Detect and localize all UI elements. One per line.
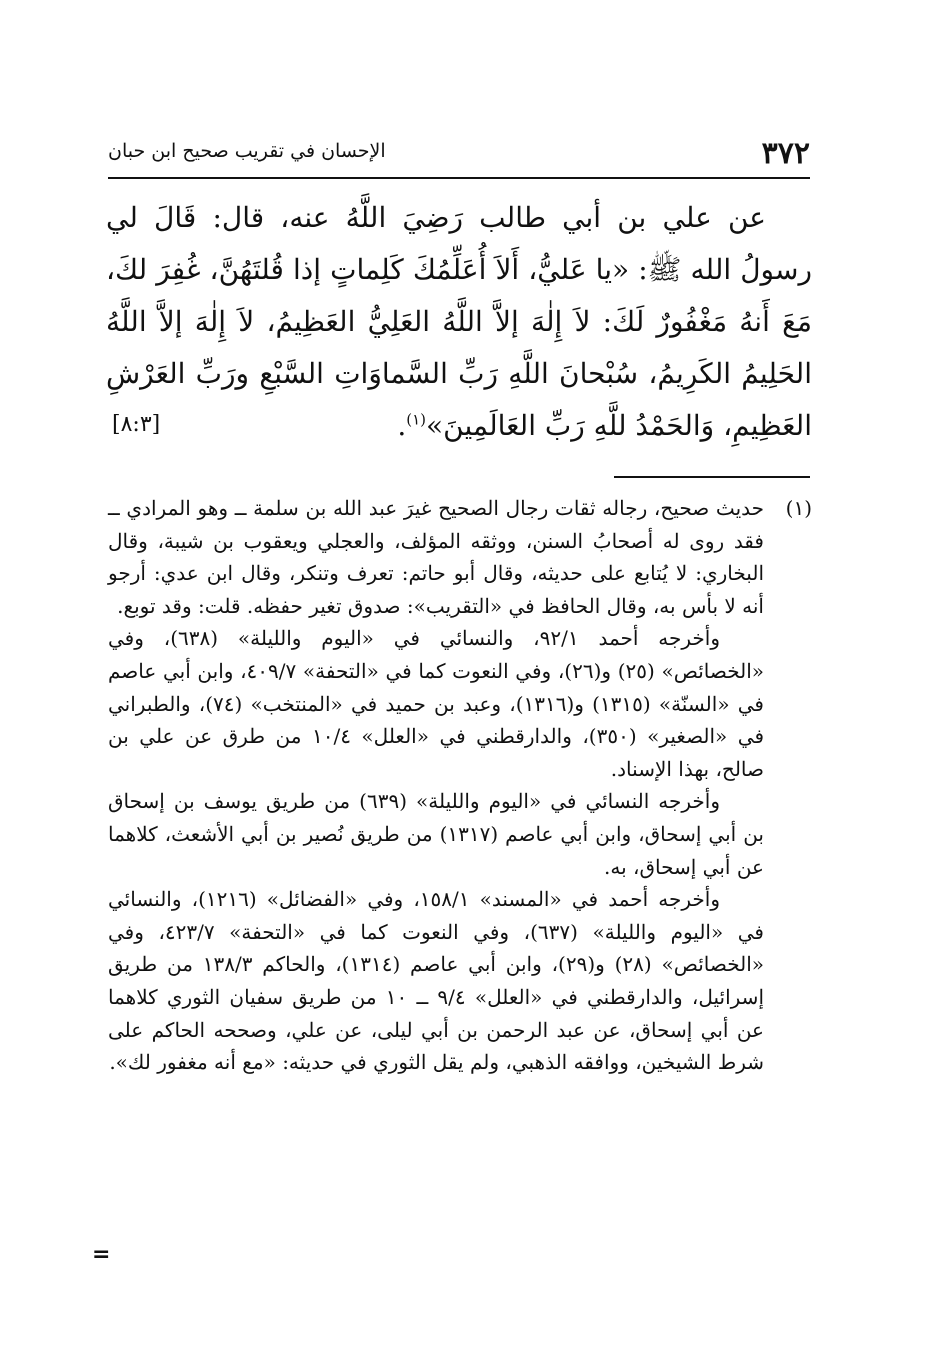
footnote-item bbox=[108, 492, 812, 1079]
footnote-marker: (١) bbox=[406, 410, 427, 429]
hadith-paragraph bbox=[106, 192, 812, 452]
main-text bbox=[106, 192, 812, 452]
page-number: ٣٧٢ bbox=[761, 136, 810, 171]
footnote-paragraph: وأخرجه النسائي في «اليوم والليلة» (٦٣٩) من طريق يوسف بن إسحاق بن أبي إسحاق، وابن أبي عاصم (١٣١٧) من طريق نُصير بن أبي الأشعث، كلاهما عن أبي إسحاق، به. bbox=[108, 789, 764, 879]
continuation-mark: = bbox=[92, 1242, 111, 1267]
header-rule bbox=[108, 177, 810, 179]
hadith-text: عن علي بن أبي طالب رَضِيَ اللَّهُ عنه، قال: قَالَ لي رسولُ الله ﷺ: «يا عَليُّ، أَلاَ أُعَلِّمُكَ كَلِماتٍ إذا قُلتَهُنَّ، غُفِرَ لكَ، مَعَ أَنهُ مَغْفُورٌ لَكَ: لاَ إِلٰهَ إلاَّ اللَّهُ العَلِيُّ العَظِيمُ، لاَ إِلٰهَ إلاَّ اللَّهُ الحَلِيمُ الكَرِيمُ، سُبْحانَ اللَّهِ رَبِّ السَّماوَاتِ السَّبْعِ ورَبِّ العَرْشِ العَظِيمِ، وَالحَمْدُ للَّهِ رَبِّ العَالَمِينَ» bbox=[106, 201, 812, 442]
footnote-paragraph: وأخرجه أحمد في «المسند» ١٥٨/١، وفي «الفضائل» (١٢١٦)، والنسائي في «اليوم والليلة» (٦٣٧)، وفي النعوت كما في «التحفة» ٤٢٣/٧، وفي «الخصائص» (٢٨) و(٢٩)، وابن أبي عاصم (١٣١٤)، والحاكم ١٣٨/٣ من طريق إسرائيل، والدارقطني في «العلل» ٩/٤ ــ ١٠ من طريق سفيان الثوري كلاهما عن أبي إسحاق، عن عبد الرحمن بن أبي ليلى، عن علي، وصححه الحاكم على شرط الشيخين، ووافقه الذهبي، ولم يقل الثوري في حديثه: «مع أنه مغفور لك». bbox=[108, 887, 765, 1075]
footnote-paragraph: وأخرجه أحمد ٩٢/١، والنسائي في «اليوم والليلة» (٦٣٨)، وفي «الخصائص» (٢٥) و(٢٦)، وفي النعوت كما في «التحفة» ٤٠٩/٧، وابن أبي عاصم في «السنّة» (١٣١٥) و(١٣١٦)، وعبد بن حميد في «المنتخب» (٧٤)، والطبراني في «الصغير» (٣٥٠)، والدارقطني في «العلل» ١٠/٤ من طرق عن علي بن صالح، بهذا الإسناد. bbox=[108, 626, 765, 781]
end-mark: . bbox=[397, 409, 407, 442]
hadith-reference: [٨:٣] bbox=[112, 412, 161, 437]
page-header bbox=[108, 118, 810, 178]
footnotes bbox=[108, 492, 812, 1079]
footnote-separator bbox=[614, 476, 810, 478]
running-title: الإحسان في تقريب صحيح ابن حبان bbox=[108, 140, 386, 162]
footnote-number: (١) bbox=[785, 496, 812, 520]
footnote-paragraph: حديث صحيح، رجاله ثقات رجال الصحيح غيرَ عبد الله بن سلمة ــ وهو المرادي ــ فقد روى له أصحابُ السنن، ووثقه المؤلف، والعجلي ويعقوب بن شيبة، وقال البخاري: لا يُتابع على حديثه، وقال أبو حاتم: تعرف وتنكر، وقال ابن عدي: أرجو أنه لا بأس به، وقال الحافظ في «التقريب»: صدوق تغير حفظه. قلت: وقد توبع. bbox=[108, 496, 764, 618]
